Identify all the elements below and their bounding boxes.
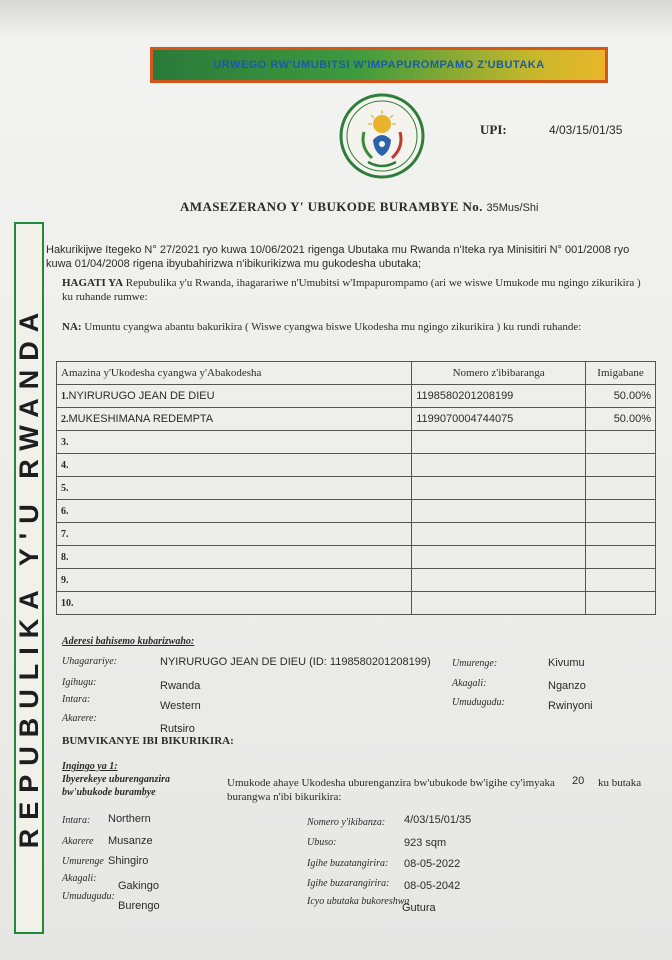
owner-share-cell: 50.00% xyxy=(586,408,656,431)
parcel-village-label: Umudugudu: xyxy=(62,891,115,902)
upi-label: UPI: xyxy=(480,122,507,137)
parcel-province-label: Intara: xyxy=(62,815,91,826)
owner-share-cell xyxy=(586,523,656,546)
owner-id-cell: 1198580201208199 xyxy=(412,385,586,408)
document-title xyxy=(180,199,538,215)
owner-id-cell xyxy=(412,500,586,523)
end-value: 08-05-2042 xyxy=(404,880,461,892)
owner-id-cell xyxy=(412,569,586,592)
owner-id-cell xyxy=(412,454,586,477)
hagati-label: HAGATI YA xyxy=(62,277,124,289)
parcel-sector-label: Umurenge xyxy=(62,856,104,867)
owner-name-cell xyxy=(57,592,412,615)
owner-name-cell xyxy=(57,546,412,569)
side-banner-text: REPUBULIKA Y'U RWANDA xyxy=(14,303,44,849)
village-value: Rwinyoni xyxy=(548,700,593,712)
row-number: 6. xyxy=(61,506,69,517)
owner-id-cell xyxy=(412,477,586,500)
sector-value: Kivumu xyxy=(548,657,585,669)
end-label: Igihe buzarangirira: xyxy=(307,878,390,889)
table-row xyxy=(57,385,656,408)
row-number: 3. xyxy=(61,437,69,448)
start-label: Igihe buzatangirira: xyxy=(307,858,389,869)
row-number: 9. xyxy=(61,575,69,586)
owner-share-cell xyxy=(586,431,656,454)
plot-label: Nomero y'ikibanza: xyxy=(307,817,386,828)
banner-title: URWEGO RW'UMUBITSI W'IMPAPUROMPAMO Z'UBUTAKA xyxy=(213,59,545,71)
owner-share-cell xyxy=(586,546,656,569)
header-shares: Imigabane xyxy=(586,362,656,385)
article1-title: Ibyerekeye uburenganzira bw'ubukode burambye xyxy=(62,774,171,798)
row-number: 10. xyxy=(61,598,74,609)
representative-label: Uhagarariye: xyxy=(62,656,117,667)
hagati-paragraph xyxy=(62,276,652,304)
na-text: Umuntu cyangwa abantu bakurikira ( Wiswe cyangwa biswe Ukodesha mu ngingo zikurikira ) ku rundi ruhande: xyxy=(84,321,582,333)
row-number: 4. xyxy=(61,460,69,471)
owner-share-cell xyxy=(586,477,656,500)
address-heading: Aderesi bahisemo kubarizwaho: xyxy=(62,636,195,647)
title-text: AMASEZERANO Y' UBUKODE BURAMBYE No. xyxy=(180,199,483,214)
header-names: Amazina y'Ukodesha cyangwa y'Abakodesha xyxy=(57,362,412,385)
contract-number: 35Mus/Shi xyxy=(486,202,539,214)
table-row xyxy=(57,500,656,523)
row-number: 2. xyxy=(61,414,69,425)
province-value: Western xyxy=(160,700,201,712)
district-label: Akarere: xyxy=(62,713,97,724)
header-banner xyxy=(150,47,608,83)
parcel-cell-value: Gakingo xyxy=(118,880,159,892)
representative-value: NYIRURUGO JEAN DE DIEU (ID: 1198580201208199) xyxy=(160,656,431,668)
table-row xyxy=(57,569,656,592)
row-number: 1. xyxy=(61,391,69,402)
use-value: Guturа xyxy=(402,902,436,914)
cell-value: Nganzo xyxy=(548,680,586,692)
rwanda-seal-icon xyxy=(338,92,426,182)
owner-name-cell xyxy=(57,431,412,454)
upi-value: 4/03/15/01/35 xyxy=(549,123,623,137)
law-reference: Hakurikijwe Itegeko N° 27/2021 ryo kuwa 10/06/2021 rigenga Ubutaka mu Rwanda n'Iteka rya Minisitiri N° 001/2008 ryo kuwa 01/04/2008 rigena ibyubahirizwa n'ibikurikizwa mu gukodesha ubutaka; xyxy=(46,244,630,270)
table-row xyxy=(57,408,656,431)
table-row xyxy=(57,431,656,454)
owner-name-cell xyxy=(57,454,412,477)
page-shadow xyxy=(0,0,672,40)
owner-share-cell xyxy=(586,592,656,615)
country-label: Igihugu: xyxy=(62,677,97,688)
owner-name: MUKESHIMANA REDEMPTA xyxy=(68,413,214,425)
use-label: Icyo ubutaka bukoreshwa xyxy=(307,896,410,907)
owner-share-cell: 50.00% xyxy=(586,385,656,408)
owner-id-cell: 1199070004744075 xyxy=(412,408,586,431)
parcel-village-value: Burengo xyxy=(118,900,160,912)
owners-table xyxy=(56,361,656,615)
parcel-province-value: Northern xyxy=(108,813,151,825)
country-value: Rwanda xyxy=(160,680,201,692)
size-value: 923 sqm xyxy=(404,837,447,849)
sector-label: Umurenge: xyxy=(452,658,498,669)
article1-heading: Ingingo ya 1: xyxy=(62,761,118,772)
owner-name-cell xyxy=(57,569,412,592)
owner-name: NYIRURUGO JEAN DE DIEU xyxy=(68,390,215,402)
row-number: 8. xyxy=(61,552,69,563)
table-row xyxy=(57,454,656,477)
table-row xyxy=(57,477,656,500)
owner-name-cell xyxy=(57,500,412,523)
parcel-sector-value: Shingiro xyxy=(108,855,149,867)
owner-share-cell xyxy=(586,569,656,592)
table-row xyxy=(57,546,656,569)
table-row xyxy=(57,523,656,546)
owner-name-cell xyxy=(57,385,412,408)
district-value: Rutsiro xyxy=(160,723,195,735)
owner-share-cell xyxy=(586,500,656,523)
row-number: 5. xyxy=(61,483,69,494)
agreement-heading: BUMVIKANYE IBI BIKURIKIRA: xyxy=(62,735,234,747)
na-paragraph xyxy=(62,320,652,334)
owner-id-cell xyxy=(412,523,586,546)
size-label: Ubuso: xyxy=(307,837,337,848)
table-row xyxy=(57,592,656,615)
plot-value: 4/03/15/01/35 xyxy=(404,814,472,826)
owner-name-cell xyxy=(57,408,412,431)
parcel-district-label: Akarere xyxy=(62,836,94,847)
parcel-cell-label: Akagali: xyxy=(62,873,97,884)
owner-name-cell xyxy=(57,523,412,546)
article1-years: 20 xyxy=(572,775,585,787)
cell-label: Akagali: xyxy=(452,678,487,689)
article1-text-b: ku butaka xyxy=(598,777,642,789)
owner-id-cell xyxy=(412,431,586,454)
article1-text-c: burangwa n'ibi bikurikira: xyxy=(227,791,342,803)
article1-text-a: Umukode ahaye Ukodesha uburenganzira bw'ubukode bw'igihe cy'imyaka xyxy=(227,777,555,789)
header-ids: Nomero z'ibibaranga xyxy=(412,362,586,385)
start-value: 08-05-2022 xyxy=(404,858,461,870)
village-label: Umudugudu: xyxy=(452,697,505,708)
na-label: NA: xyxy=(62,321,82,333)
owner-id-cell xyxy=(412,592,586,615)
owner-share-cell xyxy=(586,454,656,477)
row-number: 7. xyxy=(61,529,69,540)
parcel-district-value: Musanze xyxy=(108,835,153,847)
hagati-text: Repubulika y'u Rwanda, ihagarariwe n'Umubitsi w'Impapurompamo (ari we wiswe Umukode mu ngingo zikurikira ) ku ruhande rumwe: xyxy=(62,277,641,303)
table-header-row xyxy=(57,362,656,385)
province-label: Intara: xyxy=(62,694,91,705)
owner-name-cell xyxy=(57,477,412,500)
owner-id-cell xyxy=(412,546,586,569)
